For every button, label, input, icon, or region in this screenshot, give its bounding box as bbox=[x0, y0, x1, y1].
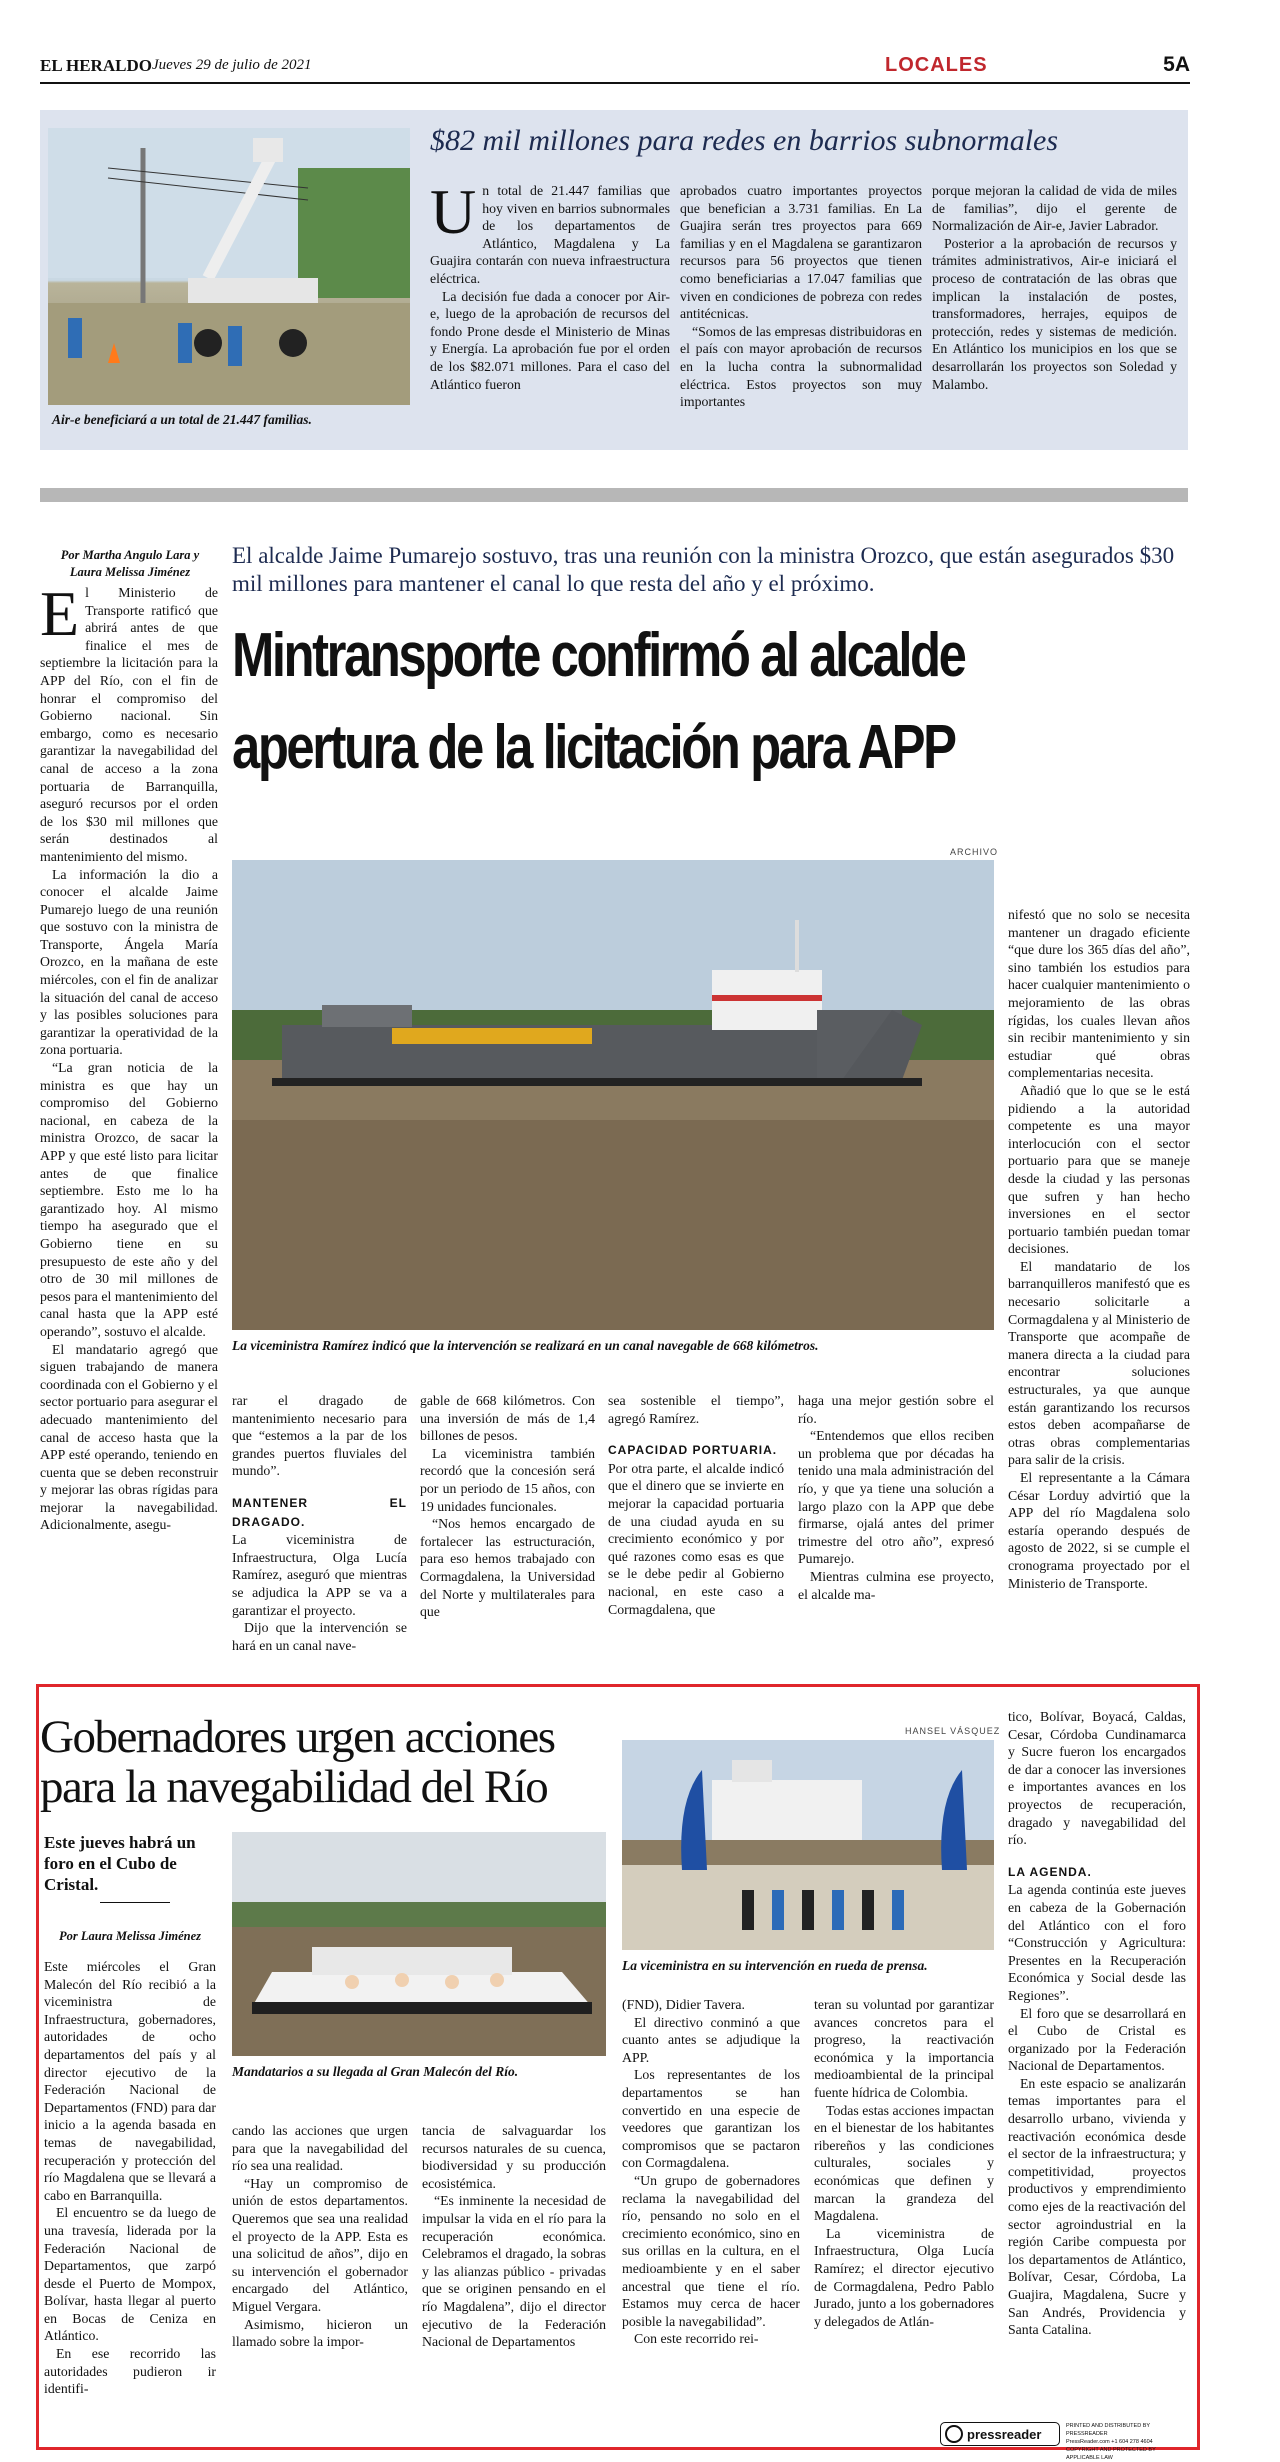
story3-byline: Por Laura Melissa Jiménez bbox=[58, 1929, 202, 1943]
separator-bar bbox=[40, 488, 1188, 502]
photo-utility-truck bbox=[48, 128, 410, 405]
story3-caption-right: La viceministra en su intervención en rueda de prensa. bbox=[622, 1958, 928, 1973]
story3-column-c: tancia de salvaguardar los recursos naturales de su cuenca, biodiversidad y su producción ecosistémica. “Es inminente la necesidad de impulsar la vida en el río para la recuperación económica. Celebramos el dragado, la sobras y las alianzas público - privadas que se originen pensando en el río Magdalena”, dijo el director ejecutivo de la Federación Nacional de Departamentos bbox=[422, 2123, 606, 2350]
pressreader-mark bbox=[940, 2420, 1190, 2461]
story3-headline: Gobernadores urgen acciones para la navegabilidad del Río bbox=[40, 1711, 555, 1813]
story3-column-a: Este miércoles el Gran Malecón del Río recibió a la viceministra de Infraestructura, gobernadores, autoridades de ocho departamentos del país y al director ejecutivo de la Federación Nacional de Departamentos (FND) para dar inicio a la agenda basada en temas de navegabilidad, recuperación y protección del río Magdalena que se llevará a cabo en Barranquilla. El encuentro se da luego de una travesía, liderada por la Federación Nacional de Departamentos, que zarpó desde el Puerto de Mompox, Bolívar, hasta llegar al puerto en Bocas de Ceniza en Atlántico. En ese recorrido las autoridades pudieron ir identifi- bbox=[44, 1959, 217, 2397]
story3-photo-right bbox=[622, 1740, 994, 1950]
dropcap: E bbox=[40, 578, 80, 649]
story3-column-b: cando las acciones que urgen para que la navegabilidad del río sea una realidad. “Hay un compromiso de unión de estos departamentos. Queremos que sea una realidad el proyecto de la APP. Esta es una solicitud de años”, dijo en su intervención el gobernador encargado del Atlántico, Miguel Vergara. Asimismo, hicieron un llamado sobre la impor- bbox=[232, 2123, 408, 2350]
pressreader-icon bbox=[945, 2425, 963, 2443]
story2-column-c: gable de 668 kilómetros. Con una inversión de más de 1,4 billones de pesos. La viceministra también recordó que la concesión será por un periodo de 15 años, con 19 unidades funcionales. “Nos hemos encargado de fortalecer las estructuración, para eso hemos trabajado con Cormagdalena, la Universidad del Norte y multilaterales para que bbox=[420, 1393, 595, 1620]
story1-headline: $82 mil millones para redes en barrios subnormales bbox=[430, 124, 1059, 157]
story2-column-d: sea sostenible el tiempo”, agregó Ramírez. CAPACIDAD PORTUARIA. Por otra parte, el alcalde indicó que el dinero que se invierte en mejorar la capacidad portuaria de una ciudad ayuda en su crecimiento económico y por qué razones como esas es que se le debe pedir al Gobierno nacional, en este caso a Cormagdalena, que bbox=[608, 1393, 784, 1617]
story2-caption: La viceministra Ramírez indicó que la intervención se realizará en un canal navegable de 668 kilómetros. bbox=[232, 1338, 819, 1353]
pressreader-brand: pressreader bbox=[967, 2426, 1042, 2442]
story2-headline: Mintransporte confirmó al alcalde apertura de la licitación para APP bbox=[232, 621, 965, 782]
masthead bbox=[40, 52, 1190, 84]
lead-divider bbox=[100, 1902, 170, 1903]
story2-column-e: haga una mejor gestión sobre el río. “Entendemos que ellos reciben un problema que por décadas ha tenido una mala administración del río, y que ya tiene una solución a largo plazo con la APP que debe firmarse, ojalá antes del primer trimestre del otro año”, expresó Pumarejo. Mientras culmina ese proyecto, el alcalde ma- bbox=[798, 1393, 994, 1602]
issue-date: Jueves 29 de julio de 2021 bbox=[152, 57, 312, 73]
pressreader-legal: PRINTED AND DISTRIBUTED BY PRESSREADER PressReader.com +1 604 278 4604 COPYRIGHT AND PROTECTED BY APPLICABLE LAW bbox=[1066, 2423, 1156, 2461]
story2-photo bbox=[232, 860, 994, 1330]
story1-column-2: aprobados cuatro importantes proyectos que benefician a 3.731 familias. En La Guajira serán tres proyectos para 669 familias y en el Magdalena se garantizaron recursos para 56 proyectos que tienen como beneficiarias a 17.047 familias que viven en condiciones de pobreza con redes antitécnicas. “Somos de las empresas distribuidoras en el país con mayor aprobación de recursos en la lucha contra la subnormalidad eléctrica. Estos proyectos son muy importantes bbox=[680, 183, 922, 410]
story2-column-b: rar el dragado de mantenimiento necesario para que “estemos a la par de los grandes puertos fluviales del mundo”. MANTENER EL DRAGADO. La viceministra de Infraestructura, Olga Lucía Ramírez, aseguró que mientras se adjudica la APP se va a garantizar el proyecto. Dijo que la intervención se hará en un canal nave- bbox=[232, 1393, 407, 1653]
story3-caption-left: Mandatarios a su llegada al Gran Malecón del Río. bbox=[232, 2064, 519, 2079]
section-name: LOCALES bbox=[885, 54, 988, 76]
story2-byline: Por Martha Angulo Lara y Laura Melissa Jiménez bbox=[60, 548, 200, 579]
story1-photo bbox=[48, 128, 410, 405]
story3-photo-credit: HANSEL VÁSQUEZ bbox=[905, 1726, 1001, 1736]
story2-photo-credit: ARCHIVO bbox=[950, 847, 999, 857]
story2-deck: El alcalde Jaime Pumarejo sostuvo, tras una reunión con la ministra Orozco, que están asegurados $30 mil millones para mantener el canal lo que resta del año y el próximo. bbox=[232, 543, 1175, 596]
story2-column-f: nifestó que no solo se necesita mantener un dragado eficiente “que dure los 365 días del año”, sino también los estudios para hacer cualquier mantenimiento o mejoramiento de las obras rígidas, los cuales llevan años sin recibir mantenimiento y sin estudiar qué obras complementarias necesita. Añadió que lo que se le está pidiendo a la autoridad competente es una mayor interlocución con el sector portuario para que se maneje desde la ciudad y las personas que sufren y han hecho inversiones en el sector portuario también puedan tomar decisiones. El mandatario de los barranquilleros manifestó que es necesario solicitarle a Cormagdalena y al Ministerio de Transporte que acompañe de manera directa a la ciudad para encontrar soluciones estructurales, ya que aunque están garantizando los recursos estos deben acompañarse de otras obras complementarias para salir de la crisis. El representante a la Cámara César Lorduy advirtió que la APP del río Magdalena solo estaría operando después de agosto de 2022, si se cumple el cronograma proyectado por el Ministerio de Transporte. bbox=[1008, 907, 1190, 1591]
story1-column-3: porque mejoran la calidad de vida de miles de familias”, dijo el gerente de Normalización de Air-e, Javier Labrador. Posterior a la aprobación de recursos y trámites administrativos, Air-e iniciará el proceso de contratación de las obras que implican la instalación de postes, transformadores, herrajes, equipos de protección, redes y sistemas de medición. En Atlántico los municipios en los que se desarrollarán los proyectos son Soledad y Malambo. bbox=[932, 183, 1177, 392]
dropcap: U bbox=[430, 176, 477, 247]
story3-column-d: (FND), Didier Tavera. El directivo conminó a que cuanto antes se adjudique la APP. Los representantes de los departamentos se han convertido en una especie de veedores que garantizan los compromisos que se pactaron con Cormagdalena. “Un grupo de gobernadores reclama la navegabilidad del río, pensando no solo en el crecimiento económico, sino en sus orillas en la cultura, en el medioambiente y en el saber ancestral que tiene el río. Estamos muy cerca de hacer posible la navegabilidad”. Con este recorrido rei- bbox=[622, 1997, 800, 2347]
story1-caption: Air-e beneficiará a un total de 21.447 familias. bbox=[52, 412, 312, 427]
story3-photo-left bbox=[232, 1832, 606, 2056]
story3-column-e: teran su voluntad por garantizar avances concretos para el progreso, la reactivación económica y la importancia medioambiental de la principal fuente hídrica de Colombia. Todas estas acciones impactan en el bienestar de los habitantes ribereños y las condiciones culturales, sociales y económicas que definen y marcan la grandeza del Magdalena. La viceministra de Infraestructura, Olga Lucía Ramírez; el director ejecutivo de Cormagdalena, Pedro Pablo Jurado, junto a los gobernadores y delegados de Atlán- bbox=[814, 1997, 994, 2329]
paper-name: EL HERALDO bbox=[40, 56, 152, 75]
story1-column-1: U n total de 21.447 familias que hoy viven en barrios subnormales de los departamentos de Atlántico, Magdalena y La Guajira contarán con nueva infraestructura eléctrica. La decisión fue dada a conocer por Air-e, luego de la aprobación de recursos del fondo Prone desde el Ministerio de Minas y Energía. La aprobación fue por el orden de los $82.071 millones. Para el caso del Atlántico fueron bbox=[430, 176, 670, 392]
photo-dredge-ship bbox=[232, 860, 994, 1330]
pressreader-logo bbox=[940, 2422, 1060, 2446]
photo-governors-boat bbox=[232, 1832, 606, 2056]
story2-column-a: E l Ministerio de Transporte ratificó que abrirá antes de que finalice el mes de septiembre la licitación para la APP del Río, con el fin de honrar el compromiso del Gobierno nacional. Sin embargo, como es necesario garantizar la navegabilidad del canal de acceso a la zona portuaria de Barranquilla, aseguró recursos por el orden de los $30 mil millones que serán destinados al mantenimiento del mismo. La información la dio a conocer el alcalde Jaime Pumarejo luego de una reunión que sostuvo con la ministra de Transporte, Ángela María Orozco, en la mañana de este miércoles, con el fin de analizar la situación del canal de acceso y las posibles soluciones para garantizar la operatividad de la zona portuaria. “La gran noticia de la ministra es que hay un compromiso del Gobierno nacional, en cabeza de la ministra Orozco, de sacar la APP y que esté listo para licitar antes de que finalice septiembre. Esto me lo ha garantizado hoy. Al mismo tiempo ha asegurado que el Gobierno tiene en su presupuesto de este año y del otro de 30 mil millones de pesos para el mantenimiento del canal hasta que la APP esté operando”, sostuvo el alcalde. El mandatario agregó que siguen trabajando de manera coordinada con el Gobierno y el sector portuario para asegurar el adecuado mantenimiento del canal de acceso hasta que la APP esté operando, teniendo en cuenta que se deben reconstruir y mejorar las obras rígidas para mejorar la navegabilidad. Adicionalmente, asegu- bbox=[40, 578, 218, 1533]
story3-lead: Este jueves habrá un foro en el Cubo de Cristal. bbox=[44, 1833, 196, 1894]
page-number: 5A bbox=[1163, 53, 1190, 76]
photo-press-conference bbox=[622, 1740, 994, 1950]
story3-column-f: tico, Bolívar, Boyacá, Caldas, Cesar, Córdoba Cundinamarca y Sucre fueron los encargados de dar a conocer las inversiones e importantes avances en los proyectos de recuperación, dragado y navegabilidad del río. LA AGENDA. La agenda continúa este jueves en cabeza de la Gobernación del Atlántico con el foro “Construcción y Agricultura: Presentes en la Recuperación Económica y Social desde las Regiones”. El foro que se desarrollará en el Cubo de Cristal es organizado por la Federación Nacional de Departamentos. En este espacio se analizarán temas importantes para el desarrollo urbano, vivienda y reactivación económica desde el sector de la infraestructura; y competitividad, proyectos productivos y emprendimiento como ejes de la reactivación del sector agroindustrial en la región Caribe compuesta por los departamentos de Atlántico, Bolívar, Cesar, Córdoba, La Guajira, Magdalena, Sucre y San Andrés, Providencia y Santa Catalina. bbox=[1008, 1709, 1186, 2338]
